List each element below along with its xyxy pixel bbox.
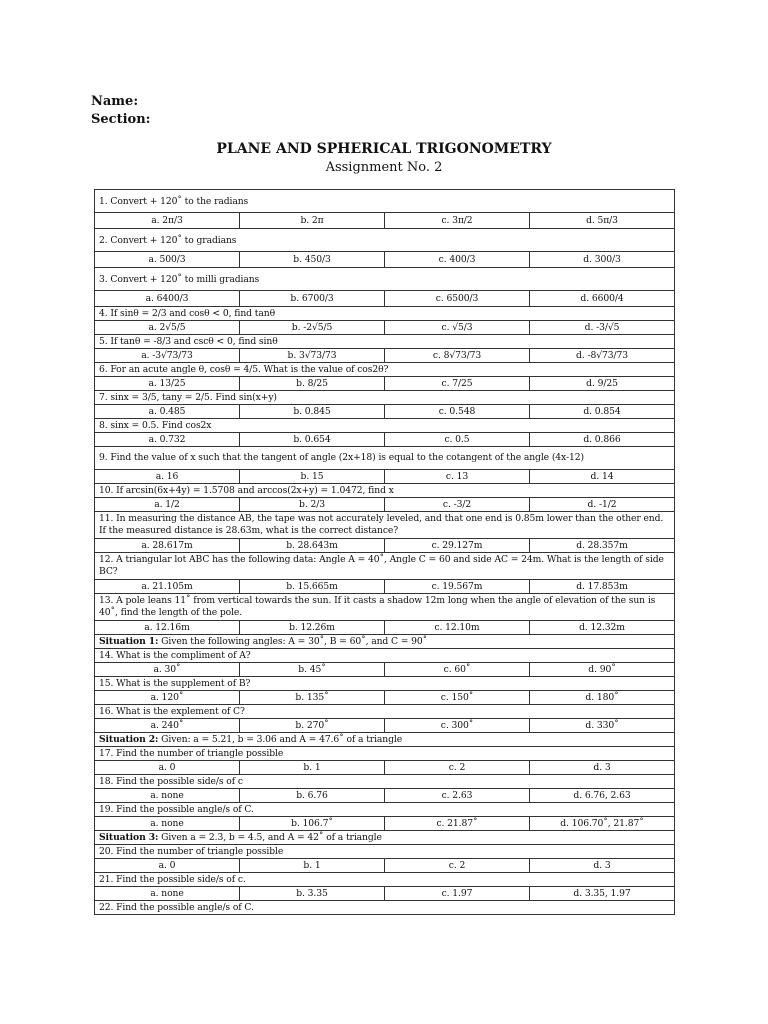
option-a: a. 0.485 — [95, 405, 240, 419]
question-row — [95, 190, 675, 213]
question-prompt: 18. Find the possible side/s of c — [99, 775, 243, 787]
option-b: b. 3√73/73 — [240, 349, 385, 363]
options-row — [95, 470, 675, 484]
option-c: c. 7/25 — [385, 377, 530, 391]
option-d: d. 14 — [530, 470, 675, 484]
option-c: c. 3π/2 — [385, 213, 530, 229]
section-label: Section: — [91, 112, 151, 127]
options-row — [95, 621, 675, 635]
option-a: a. none — [95, 817, 240, 831]
question-row — [95, 512, 675, 539]
question-text — [95, 363, 675, 377]
option-c: c. 300˚ — [385, 719, 530, 733]
option-d: d. 106.70˚, 21.87˚ — [530, 817, 675, 831]
question-prompt: 7. sinx = 3/5, tany = 2/5. Find sin(x+y) — [99, 391, 277, 403]
option-b: b. 1 — [240, 761, 385, 775]
question-text — [95, 553, 675, 580]
option-c: c. 6500/3 — [385, 291, 530, 307]
question-text — [95, 229, 675, 252]
question-text — [95, 190, 675, 213]
option-c: c. √5/3 — [385, 321, 530, 335]
question-prompt: 2. Convert + 120˚ to gradians — [99, 235, 237, 246]
question-prompt: 12. A triangular lot ABC has the following data: Angle A = 40˚, Angle C = 60 and side AC = 24m. What is the length of side BC? — [99, 554, 664, 577]
option-c: c. 2 — [385, 761, 530, 775]
option-b: b. 15 — [240, 470, 385, 484]
options-row — [95, 539, 675, 553]
question-prompt: 21. Find the possible side/s of c. — [99, 873, 246, 885]
option-a: a. 30˚ — [95, 663, 240, 677]
options-row — [95, 789, 675, 803]
question-row — [95, 775, 675, 789]
option-c: c. 29.127m — [385, 539, 530, 553]
options-row — [95, 349, 675, 363]
options-row — [95, 433, 675, 447]
question-prompt: 16. What is the explement of C? — [99, 705, 245, 717]
option-d: d. 330˚ — [530, 719, 675, 733]
option-a: a. 12.16m — [95, 621, 240, 635]
option-d: d. 6.76, 2.63 — [530, 789, 675, 803]
option-c: c. 19.567m — [385, 580, 530, 594]
situation-row — [95, 831, 675, 845]
question-text — [95, 705, 675, 719]
question-row — [95, 484, 675, 498]
option-b: b. 1 — [240, 859, 385, 873]
situation-text — [95, 635, 675, 649]
question-row — [95, 268, 675, 291]
question-row — [95, 845, 675, 859]
question-row — [95, 419, 675, 433]
question-prompt: Given a = 2.3, b = 4.5, and A = 42˚ of a triangle — [158, 831, 382, 843]
question-prompt: 22. Find the possible angle/s of C. — [99, 901, 254, 913]
option-b: b. 6700/3 — [240, 291, 385, 307]
document-title: PLANE AND SPHERICAL TRIGONOMETRY — [216, 141, 552, 157]
option-a: a. 2π/3 — [95, 213, 240, 229]
option-b: b. 0.845 — [240, 405, 385, 419]
option-a: a. none — [95, 789, 240, 803]
question-row — [95, 747, 675, 761]
option-d: d. 6600/4 — [530, 291, 675, 307]
situation-row — [95, 635, 675, 649]
option-b: b. -2√5/5 — [240, 321, 385, 335]
question-text — [95, 775, 675, 789]
options-row — [95, 859, 675, 873]
question-prompt: 8. sinx = 0.5. Find cos2x — [99, 419, 212, 431]
question-prompt: 14. What is the compliment of A? — [99, 649, 251, 661]
question-text — [95, 484, 675, 498]
option-b: b. 6.76 — [240, 789, 385, 803]
situation-text — [95, 831, 675, 845]
question-row — [95, 553, 675, 580]
question-prompt: 11. In measuring the distance AB, the tape was not accurately leveled, and that one end is 0.85m lower than the other end. If the measured distance is 28.63m, what is the correct distance? — [99, 513, 664, 536]
option-c: c. -3/2 — [385, 498, 530, 512]
question-row — [95, 901, 675, 915]
option-a: a. 21.105m — [95, 580, 240, 594]
options-row — [95, 498, 675, 512]
question-text — [95, 845, 675, 859]
question-prompt: 3. Convert + 120˚ to milli gradians — [99, 274, 260, 285]
question-text — [95, 901, 675, 915]
question-row — [95, 391, 675, 405]
question-text — [95, 391, 675, 405]
option-b: b. 45˚ — [240, 663, 385, 677]
option-d: d. -8√73/73 — [530, 349, 675, 363]
question-row — [95, 335, 675, 349]
option-d: d. 9/25 — [530, 377, 675, 391]
option-c: c. 60˚ — [385, 663, 530, 677]
option-a: a. 1/2 — [95, 498, 240, 512]
option-c: c. 2 — [385, 859, 530, 873]
options-row — [95, 213, 675, 229]
option-c: c. 13 — [385, 470, 530, 484]
situation-label: Situation 2: — [99, 733, 159, 745]
option-b: b. 2π — [240, 213, 385, 229]
option-c: c. 400/3 — [385, 252, 530, 268]
option-a: a. 13/25 — [95, 377, 240, 391]
question-text — [95, 307, 675, 321]
option-b: b. 0.654 — [240, 433, 385, 447]
option-a: a. 0 — [95, 761, 240, 775]
option-a: a. 6400/3 — [95, 291, 240, 307]
name-label: Name: — [91, 94, 139, 109]
options-row — [95, 719, 675, 733]
option-d: d. 28.357m — [530, 539, 675, 553]
option-a: a. 28.617m — [95, 539, 240, 553]
options-row — [95, 887, 675, 901]
question-prompt: 20. Find the number of triangle possible — [99, 845, 284, 857]
option-c: c. 0.548 — [385, 405, 530, 419]
option-c: c. 0.5 — [385, 433, 530, 447]
situation-label: Situation 1: — [99, 635, 159, 647]
question-prompt: 17. Find the number of triangle possible — [99, 747, 284, 759]
question-row — [95, 363, 675, 377]
option-c: c. 2.63 — [385, 789, 530, 803]
option-b: b. 135˚ — [240, 691, 385, 705]
question-prompt: 19. Find the possible angle/s of C. — [99, 803, 254, 815]
question-text — [95, 677, 675, 691]
question-text — [95, 747, 675, 761]
questions-table — [94, 189, 675, 915]
option-a: a. none — [95, 887, 240, 901]
option-a: a. 120˚ — [95, 691, 240, 705]
option-c: c. 150˚ — [385, 691, 530, 705]
option-d: d. 3.35, 1.97 — [530, 887, 675, 901]
options-row — [95, 291, 675, 307]
option-b: b. 8/25 — [240, 377, 385, 391]
question-row — [95, 594, 675, 621]
option-d: d. -1/2 — [530, 498, 675, 512]
option-b: b. 2/3 — [240, 498, 385, 512]
question-prompt: 6. For an acute angle θ, cosθ = 4/5. What is the value of cos2θ? — [99, 363, 389, 375]
questions-body — [95, 190, 675, 915]
option-c: c. 8√73/73 — [385, 349, 530, 363]
situation-row — [95, 733, 675, 747]
question-row — [95, 873, 675, 887]
option-d: d. 90˚ — [530, 663, 675, 677]
option-d: d. 5π/3 — [530, 213, 675, 229]
option-a: a. 240˚ — [95, 719, 240, 733]
situation-text — [95, 733, 675, 747]
option-c: c. 12.10m — [385, 621, 530, 635]
option-d: d. 17.853m — [530, 580, 675, 594]
option-d: d. 300/3 — [530, 252, 675, 268]
option-a: a. 0.732 — [95, 433, 240, 447]
question-row — [95, 307, 675, 321]
option-d: d. 3 — [530, 761, 675, 775]
option-d: d. 180˚ — [530, 691, 675, 705]
option-a: a. 16 — [95, 470, 240, 484]
options-row — [95, 321, 675, 335]
options-row — [95, 817, 675, 831]
question-prompt: 1. Convert + 120˚ to the radians — [99, 196, 249, 207]
document-subtitle: Assignment No. 2 — [325, 160, 443, 175]
option-d: d. -3/√5 — [530, 321, 675, 335]
option-c: c. 1.97 — [385, 887, 530, 901]
option-c: c. 21.87˚ — [385, 817, 530, 831]
option-b: b. 28.643m — [240, 539, 385, 553]
question-text — [95, 803, 675, 817]
option-b: b. 12.26m — [240, 621, 385, 635]
options-row — [95, 580, 675, 594]
question-row — [95, 803, 675, 817]
question-prompt: Given: a = 5.21, b = 3.06 and A = 47.6˚ of a triangle — [158, 733, 403, 745]
question-text — [95, 594, 675, 621]
question-prompt: 5. If tanθ = -8/3 and cscθ < 0, find sinθ — [99, 335, 278, 347]
question-text — [95, 335, 675, 349]
options-row — [95, 252, 675, 268]
options-row — [95, 691, 675, 705]
options-row — [95, 377, 675, 391]
question-text — [95, 873, 675, 887]
question-prompt: 4. If sinθ = 2/3 and cosθ < 0, find tanθ — [99, 307, 276, 319]
question-row — [95, 649, 675, 663]
options-row — [95, 761, 675, 775]
option-d: d. 12.32m — [530, 621, 675, 635]
question-row — [95, 229, 675, 252]
question-row — [95, 705, 675, 719]
option-d: d. 3 — [530, 859, 675, 873]
situation-label: Situation 3: — [99, 831, 159, 843]
question-text — [95, 649, 675, 663]
option-b: b. 106.7˚ — [240, 817, 385, 831]
options-row — [95, 405, 675, 419]
question-prompt: 9. Find the value of x such that the tangent of angle (2x+18) is equal to the cotangent of the angle (4x-12) — [99, 452, 584, 463]
option-a: a. 500/3 — [95, 252, 240, 268]
option-b: b. 3.35 — [240, 887, 385, 901]
option-d: d. 0.854 — [530, 405, 675, 419]
option-a: a. 2√5/5 — [95, 321, 240, 335]
question-prompt: 13. A pole leans 11˚ from vertical towards the sun. If it casts a shadow 12m long when the angle of elevation of the sun is 40˚, find the length of the pole. — [99, 595, 656, 618]
option-a: a. 0 — [95, 859, 240, 873]
option-b: b. 450/3 — [240, 252, 385, 268]
option-d: d. 0.866 — [530, 433, 675, 447]
question-prompt: 15. What is the supplement of B? — [99, 677, 251, 689]
option-b: b. 270˚ — [240, 719, 385, 733]
question-text — [95, 447, 675, 470]
option-a: a. -3√73/73 — [95, 349, 240, 363]
question-row — [95, 677, 675, 691]
options-row — [95, 663, 675, 677]
question-prompt: Given the following angles: A = 30˚, B = 60˚, and C = 90˚ — [158, 635, 428, 647]
question-text — [95, 268, 675, 291]
question-text — [95, 512, 675, 539]
question-prompt: 10. If arcsin(6x+4y) = 1.5708 and arccos(2x+y) = 1.0472, find x — [99, 484, 394, 496]
question-text — [95, 419, 675, 433]
question-row — [95, 447, 675, 470]
option-b: b. 15.665m — [240, 580, 385, 594]
